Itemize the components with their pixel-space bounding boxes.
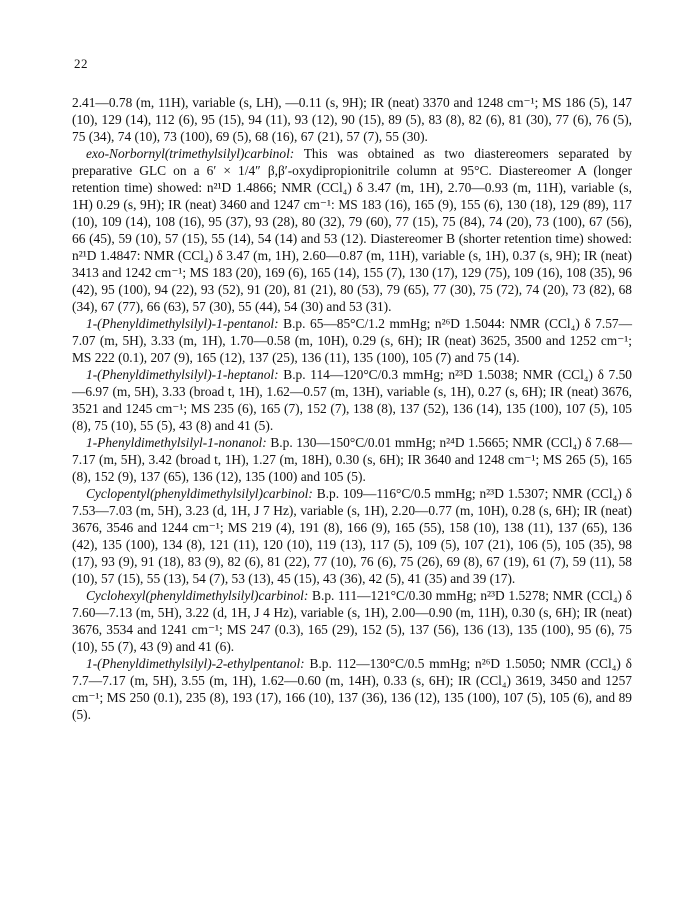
paragraph-norbornyl-carbinol <box>72 145 632 315</box>
paragraph-cyclopentyl-carbinol <box>72 485 632 587</box>
paragraph-ms-continuation <box>72 94 632 145</box>
compound-name: 1-(Phenyldimethylsilyl)-1-heptanol: <box>86 367 279 382</box>
paragraph-text: B.p. 130—150°C/0.01 mmHg; n²⁴D 1.5665; NMR (CCl₄) δ 7.68—7.17 (m, 5H), 3.42 (broad t, 1H), 1.27 (m, 18H), 0.30 (s, 6H); IR 3640 and 1248 cm⁻¹; MS 265 (5), 165 (8), 152 (9), 137 (65), 136 (12), 135 (100) and 105 (5). <box>72 435 632 484</box>
paragraph-text: B.p. 114—120°C/0.3 mmHg; n²³D 1.5038; NMR (CCl₄) δ 7.50—6.97 (m, 5H), 3.33 (broad t, 1H), 1.62—0.57 (m, 13H), variable (s, 1H), 0.27 (s, 6H); IR (neat) 3676, 3521 and 1245 cm⁻¹; MS 235 (6), 165 (7), 152 (7), 138 (8), 137 (52), 136 (14), 135 (100), 107 (5), 105 (8), 75 (10), 55 (5), 43 (8) and 41 (5). <box>72 367 632 433</box>
paragraph-text: B.p. 65—85°C/1.2 mmHg; n²⁶D 1.5044: NMR (CCl₄) δ 7.57—7.07 (m, 5H), 3.33 (m, 1H), 1.70—0.58 (m, 10H), 0.29 (s, 6H); IR (neat) 3625, 3500 and 1252 cm⁻¹; MS 222 (0.1), 207 (9), 165 (12), 137 (25), 136 (11), 135 (100), 105 (7) and 75 (14). <box>72 316 632 365</box>
paragraph-text: B.p. 112—130°C/0.5 mmHg; n²⁶D 1.5050; NMR (CCl₄) δ 7.7—7.17 (m, 5H), 3.55 (m, 1H), 1.62—0.60 (m, 14H), 0.33 (s, 6H); IR (CCl₄) 3619, 3450 and 1257 cm⁻¹; MS 250 (0.1), 235 (8), 193 (17), 166 (10), 137 (36), 136 (12), 135 (100), 107 (5), 105 (6), and 89 (5). <box>72 656 632 722</box>
compound-name: 1-(Phenyldimethylsilyl)-1-pentanol: <box>86 316 279 331</box>
paragraph-text: B.p. 111—121°C/0.30 mmHg; n²³D 1.5278; NMR (CCl₄) δ 7.60—7.13 (m, 5H), 3.22 (d, 1H, J 4 Hz), variable (s, 1H), 2.00—0.90 (m, 11H), 0.30 (s, 6H); IR (neat) 3676, 3534 and 1241 cm⁻¹; MS 247 (0.3), 165 (29), 152 (5), 137 (56), 136 (13), 135 (100), 95 (6), 75 (10), 55 (7), 43 (9) and 41 (6). <box>72 588 632 654</box>
paragraph-heptanol <box>72 366 632 434</box>
compound-name: Cyclohexyl(phenyldimethylsilyl)carbinol: <box>86 588 309 603</box>
compound-name: 1-Phenyldimethylsilyl-1-nonanol: <box>86 435 267 450</box>
paragraph-nonanol <box>72 434 632 485</box>
paragraph-cyclohexyl-carbinol <box>72 587 632 655</box>
paragraph-pentanol <box>72 315 632 366</box>
page-number: 22 <box>74 56 88 71</box>
paragraph-ethylpentanol <box>72 655 632 723</box>
compound-name: exo-Norbornyl(trimethylsilyl)carbinol: <box>86 146 295 161</box>
compound-name: Cyclopentyl(phenyldimethylsilyl)carbinol: <box>86 486 313 501</box>
paragraph-text: B.p. 109—116°C/0.5 mmHg; n²³D 1.5307; NMR (CCl₄) δ 7.53—7.03 (m, 5H), 3.23 (d, 1H, J 7 Hz), variable (s, 1H), 2.20—0.77 (m, 10H), 0.28 (s, 6H); IR (neat) 3676, 3546 and 1244 cm⁻¹; MS 219 (4), 191 (8), 166 (9), 165 (55), 158 (10), 138 (11), 137 (65), 136 (42), 135 (100), 134 (8), 121 (11), 120 (10), 119 (13), 117 (5), 109 (5), 107 (21), 106 (5), 105 (35), 98 (17), 93 (9), 91 (18), 83 (9), 82 (6), 81 (22), 77 (10), 76 (6), 75 (26), 69 (8), 67 (19), 61 (7), 59 (11), 58 (10), 57 (15), 55 (13), 54 (7), 53 (13), 45 (15), 43 (36), 42 (5), 41 (35) and 39 (17). <box>72 486 632 586</box>
compound-name: 1-(Phenyldimethylsilyl)-2-ethylpentanol: <box>86 656 305 671</box>
paragraph-text: This was obtained as two diastereomers separated by preparative GLC on a 6′ × 1/4″ β,β′-oxydipropionitrile column at 95°C. Diastereomer A (longer retention time) showed: n²¹D 1.4866; NMR (CCl₄) δ 3.47 (m, 1H), 2.70—0.93 (m, 11H), variable (s, 1H) 0.29 (s, 9H); IR (neat) 3460 and 1247 cm⁻¹: MS 183 (16), 165 (9), 155 (6), 130 (18), 129 (89), 117 (10), 109 (14), 108 (16), 95 (37), 93 (28), 80 (32), 79 (60), 77 (15), 75 (84), 74 (20), 73 (100), 67 (56), 66 (45), 59 (10), 57 (15), 55 (14), 54 (14) and 53 (12). Diastereomer B (shorter retention time) showed: n²¹D 1.4847: NMR (CCl₄) δ 3.47 (m, 1H), 2.60—0.87 (m, 11H), variable (s, 1H), 0.37 (s, 9H); IR (neat) 3413 and 1242 cm⁻¹; MS 183 (20), 169 (6), 165 (14), 155 (7), 130 (17), 129 (75), 109 (16), 108 (35), 96 (42), 95 (100), 94 (22), 93 (52), 91 (20), 81 (21), 80 (53), 79 (65), 77 (30), 75 (72), 74 (20), 73 (82), 68 (34), 67 (77), 66 (63), 57 (30), 55 (44), 54 (30) and 53 (31). <box>72 146 632 314</box>
paragraph-text: 2.41—0.78 (m, 11H), variable (s, LH), —0.11 (s, 9H); IR (neat) 3370 and 1248 cm⁻¹; MS 186 (5), 147 (10), 129 (14), 112 (6), 95 (15), 94 (11), 93 (12), 90 (15), 89 (5), 83 (8), 82 (6), 81 (30), 77 (6), 76 (5), 75 (34), 74 (10), 73 (100), 69 (5), 68 (16), 67 (21), 57 (7), 55 (30). <box>72 95 632 144</box>
article-body <box>72 94 632 723</box>
